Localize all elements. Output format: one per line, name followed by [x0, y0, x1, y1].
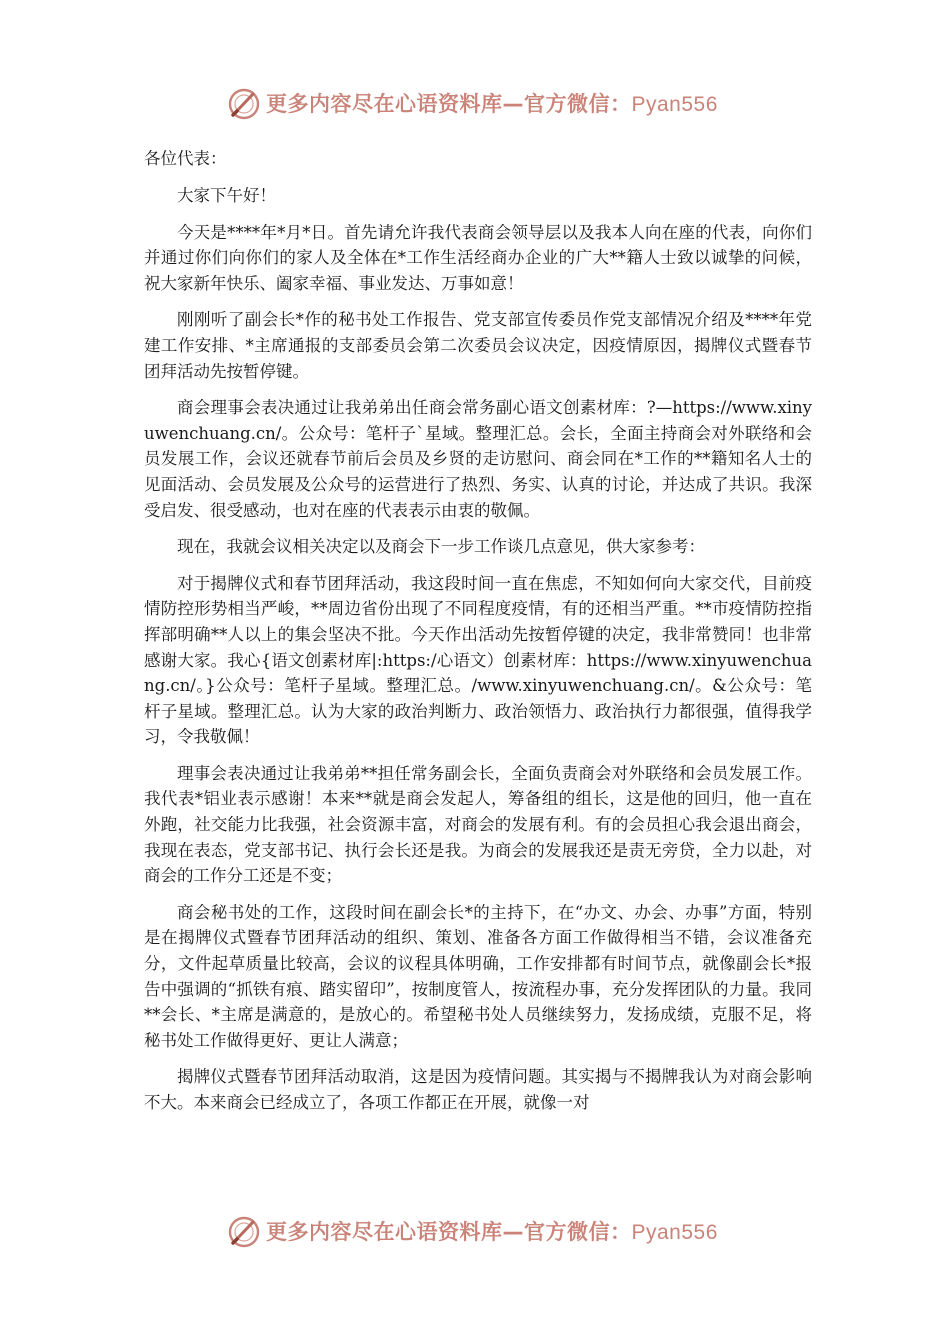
paragraph: 揭牌仪式暨春节团拜活动取消，这是因为疫情问题。其实揭与不揭牌我认为对商会影响不大。本来商会已经成立了，各项工作都正在开展，就像一对 — [144, 1067, 812, 1112]
salutation: 各位代表： — [144, 149, 227, 168]
watermark-text: 更多内容尽在心语资料库—官方微信：Pyan556 — [266, 92, 718, 116]
document-body — [144, 146, 812, 1127]
watermark-id: Pyan556 — [631, 1221, 718, 1244]
paragraph: 对于揭牌仪式和春节团拜活动，我这段时间一直在焦虑，不知如何向大家交代，目前疫情防控形势相当严峻，**周边省份出现了不同程度疫情，有的还相当严重。**市疫情防控指挥部明确**人以上的集会坚决不批。今天作出活动先按暂停键的决定，我非常赞同！也非常感谢大家。我心{语文创素材库|:https:/心语文）创素材库：https://www.xinyuwenchuang.cn/。}公众号：笔杆子星域。整理汇总。/www.xinyuwenchuang.cn/。&公众号：笔杆子星域。整理汇总。认为大家的政治判断力、政治领悟力、政治执行力都很强，值得我学习，令我敬佩！ — [144, 573, 812, 747]
brush-circle-logo-icon — [226, 86, 262, 122]
paragraph: 刚刚听了副会长*作的秘书处工作报告、党支部宣传委员作党支部情况介绍及****年党建工作安排、*主席通报的支部委员会第二次委员会议决定，因疫情原因，揭牌仪式暨春节团拜活动先按暂停键。 — [144, 310, 812, 381]
footer-watermark — [0, 1210, 950, 1254]
paragraph: 大家下午好！ — [177, 186, 276, 205]
brush-circle-logo-icon — [226, 1214, 262, 1250]
paragraph: 商会秘书处的工作，这段时间在副会长*的主持下，在“办文、办会、办事”方面，特别是在揭牌仪式暨春节团拜活动的组织、策划、准备各方面工作做得相当不错，会议准备充分，文件起草质量比较高，会议的议程具体明确，工作安排都有时间节点，就像副会长*报告中强调的“抓铁有痕、踏实留印”，按制度管人，按流程办事，充分发挥团队的力量。我同**会长、*主席是满意的，是放心的。希望秘书处人员继续努力，发扬成绩，克服不足，将秘书处工作做得更好、更让人满意； — [144, 902, 812, 1050]
watermark-id: Pyan556 — [631, 93, 718, 116]
paragraph: 商会理事会表决通过让我弟弟出任商会常务副心语文创素材库：?—https://www.xinyuwenchuang.cn/。公众号：笔杆子`星域。整理汇总。会长，全面主持商会对外联络和会员发展工作，会议还就春节前后会员及乡贤的走访慰问、商会同在*工作的**籍知名人士的见面活动、会员发展及公众号的运营进行了热烈、务实、认真的讨论，并达成了共识。我深受启发、很受感动，也对在座的代表表示由衷的敬佩。 — [144, 398, 812, 520]
paragraph: 今天是****年*月*日。首先请允许我代表商会领导层以及我本人向在座的代表，向你们并通过你们向你们的家人及全体在*工作生活经商办企业的广大**籍人士致以诚挚的问候，祝大家新年快乐、阖家幸福、事业发达、万事如意！ — [144, 222, 812, 293]
paragraph: 现在，我就会议相关决定以及商会下一步工作谈几点意见，供大家参考： — [177, 537, 705, 557]
header-watermark — [0, 82, 950, 126]
paragraph: 理事会表决通过让我弟弟**担任常务副会长，全面负责商会对外联络和会员发展工作。我代表*铝业表示感谢！本来**就是商会发起人，筹备组的组长，这是他的回归，他一直在外跑，社交能力比我强，社会资源丰富，对商会的发展有利。有的会员担心我会退出商会，我现在表态，党支部书记、执行会长还是我。为商会的发展我还是责无旁贷，全力以赴，对商会的工作分工还是不变； — [144, 763, 812, 886]
watermark-text: 更多内容尽在心语资料库—官方微信：Pyan556 — [266, 1220, 718, 1244]
